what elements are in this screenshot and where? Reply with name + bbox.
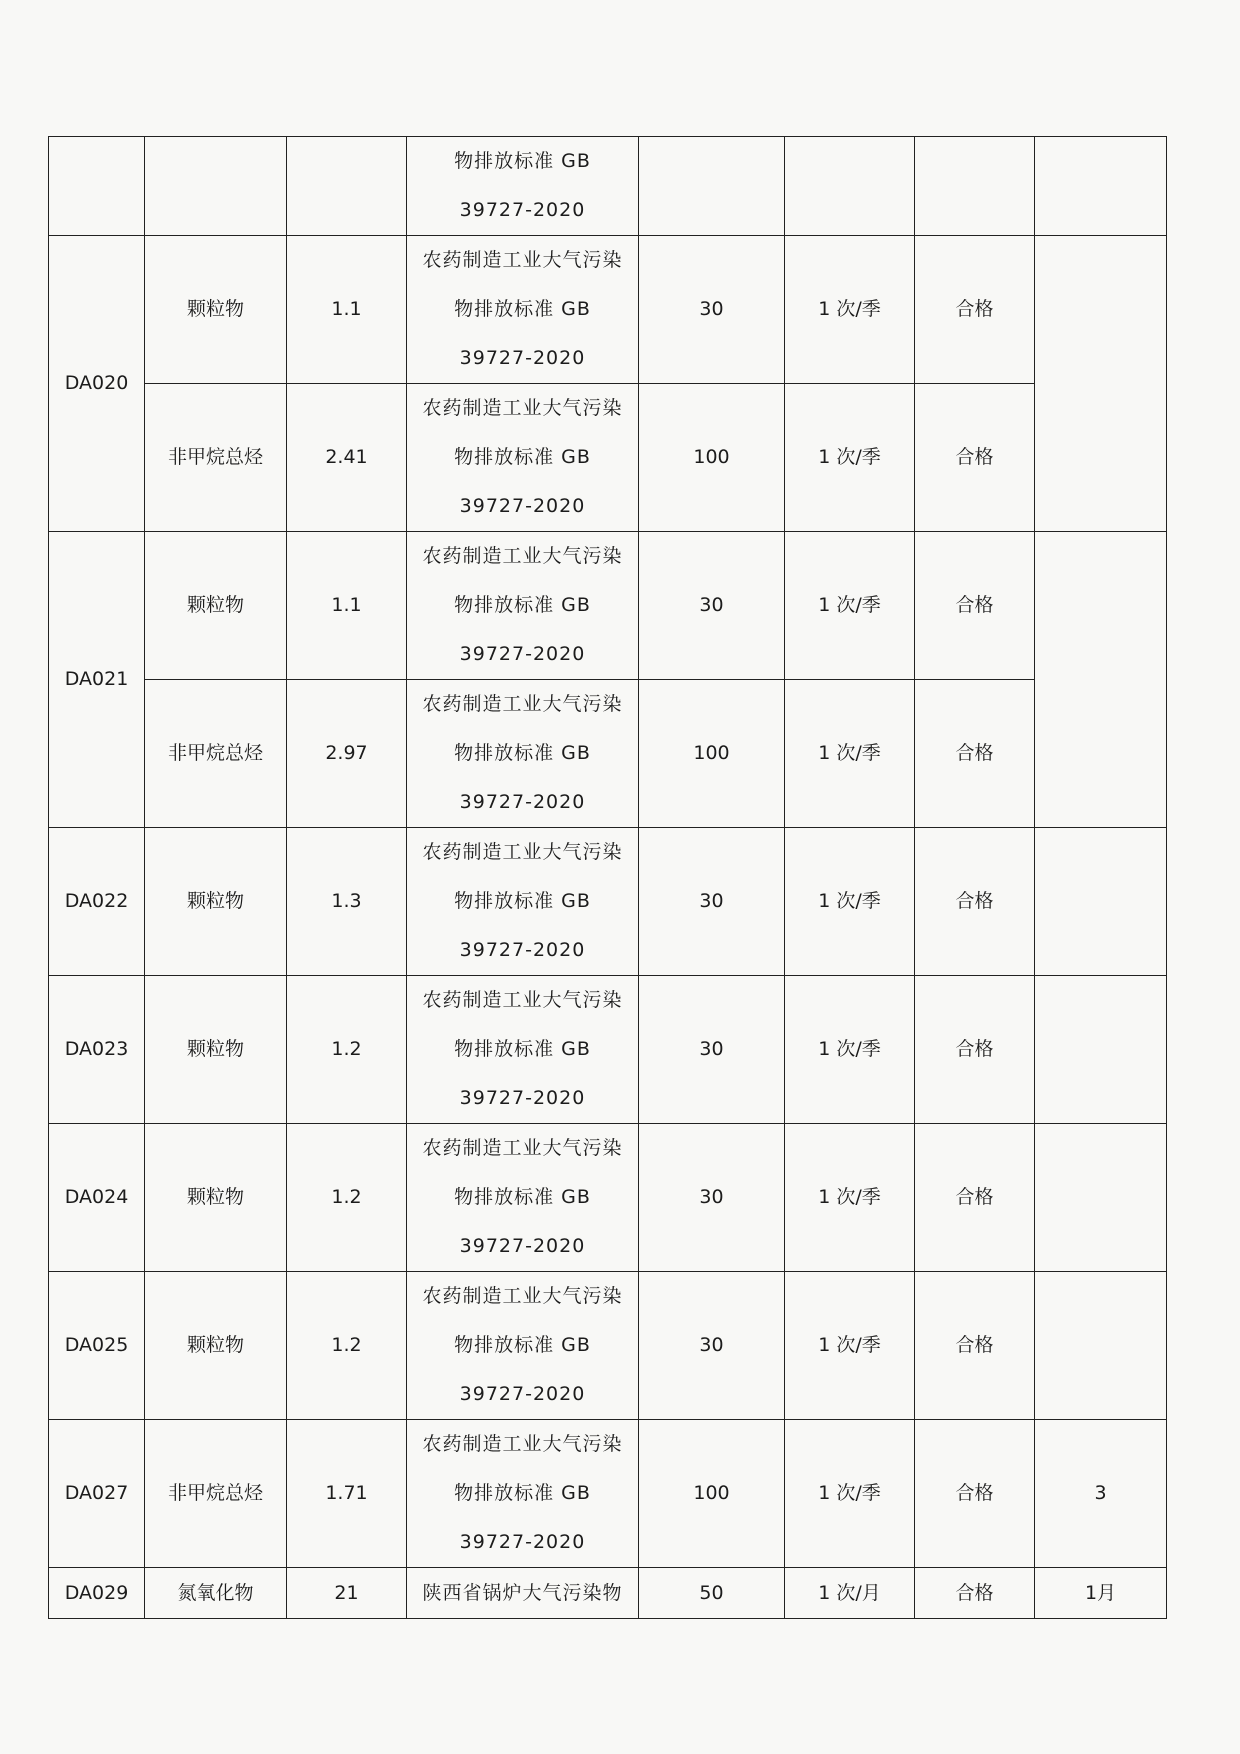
- standard-cell: 农药制造工业大气污染 物排放标准 GB 39727-2020: [407, 680, 639, 828]
- measured-value: 2.97: [287, 680, 407, 828]
- standard-cell: 农药制造工业大气污染 物排放标准 GB 39727-2020: [407, 236, 639, 384]
- measured-value: 1.2: [287, 1124, 407, 1272]
- limit-value: 30: [639, 532, 785, 680]
- measured-value: 1.2: [287, 1272, 407, 1420]
- table-row: [49, 680, 1167, 828]
- frequency: 1 次/季: [785, 532, 915, 680]
- pollutant: 颗粒物: [145, 1272, 287, 1420]
- standard-cell: 农药制造工业大气污染 物排放标准 GB 39727-2020: [407, 1420, 639, 1568]
- table-row: [49, 236, 1167, 384]
- remark: 1月: [1035, 1568, 1167, 1619]
- table-row: [49, 1272, 1167, 1420]
- frequency-cell: [785, 137, 915, 236]
- remark: [1035, 532, 1167, 828]
- limit-value: 100: [639, 680, 785, 828]
- measured-value: 1.1: [287, 532, 407, 680]
- standard-cell: 农药制造工业大气污染 物排放标准 GB 39727-2020: [407, 1124, 639, 1272]
- measured-value: 1.71: [287, 1420, 407, 1568]
- pollutant: 非甲烷总烃: [145, 1420, 287, 1568]
- frequency: 1 次/季: [785, 236, 915, 384]
- result: 合格: [915, 532, 1035, 680]
- frequency: 1 次/季: [785, 1420, 915, 1568]
- frequency: 1 次/季: [785, 384, 915, 532]
- table-row: [49, 828, 1167, 976]
- frequency: 1 次/季: [785, 680, 915, 828]
- remark: [1035, 236, 1167, 532]
- outlet-id: DA020: [49, 236, 145, 532]
- outlet-id: DA023: [49, 976, 145, 1124]
- outlet-id: DA029: [49, 1568, 145, 1619]
- limit-value: 30: [639, 1272, 785, 1420]
- result: 合格: [915, 236, 1035, 384]
- result: 合格: [915, 828, 1035, 976]
- standard-cell: 农药制造工业大气污染 物排放标准 GB 39727-2020: [407, 384, 639, 532]
- pollutant: 颗粒物: [145, 1124, 287, 1272]
- result: 合格: [915, 680, 1035, 828]
- standard-cell: 农药制造工业大气污染 物排放标准 GB 39727-2020: [407, 532, 639, 680]
- outlet-id: DA027: [49, 1420, 145, 1568]
- pollutant: 颗粒物: [145, 532, 287, 680]
- frequency: 1 次/季: [785, 976, 915, 1124]
- result: 合格: [915, 1272, 1035, 1420]
- result: 合格: [915, 384, 1035, 532]
- standard-cell: 农药制造工业大气污染 物排放标准 GB 39727-2020: [407, 828, 639, 976]
- pollutant: 非甲烷总烃: [145, 384, 287, 532]
- limit-value: 50: [639, 1568, 785, 1619]
- pollutant-cell: [145, 137, 287, 236]
- outlet-id: DA022: [49, 828, 145, 976]
- pollutant: 颗粒物: [145, 976, 287, 1124]
- measured-value: 21: [287, 1568, 407, 1619]
- value-cell: [287, 137, 407, 236]
- table-row: [49, 384, 1167, 532]
- measured-value: 1.1: [287, 236, 407, 384]
- result: 合格: [915, 976, 1035, 1124]
- standard-cell: 农药制造工业大气污染 物排放标准 GB 39727-2020: [407, 976, 639, 1124]
- outlet-id: DA025: [49, 1272, 145, 1420]
- pollutant: 非甲烷总烃: [145, 680, 287, 828]
- monitoring-table: [48, 136, 1167, 1619]
- table-row: [49, 1420, 1167, 1568]
- result: 合格: [915, 1568, 1035, 1619]
- remark: [1035, 976, 1167, 1124]
- frequency: 1 次/季: [785, 1124, 915, 1272]
- result: 合格: [915, 1124, 1035, 1272]
- pollutant: 氮氧化物: [145, 1568, 287, 1619]
- measured-value: 2.41: [287, 384, 407, 532]
- id-cell: [49, 137, 145, 236]
- frequency: 1 次/季: [785, 1272, 915, 1420]
- table-row: [49, 976, 1167, 1124]
- limit-value: 30: [639, 1124, 785, 1272]
- limit-value: 30: [639, 828, 785, 976]
- measured-value: 1.3: [287, 828, 407, 976]
- table-row: [49, 137, 1167, 236]
- limit-value: 100: [639, 1420, 785, 1568]
- limit-value: 30: [639, 976, 785, 1124]
- pollutant: 颗粒物: [145, 236, 287, 384]
- limit-value: 30: [639, 236, 785, 384]
- remark: [1035, 1272, 1167, 1420]
- remark: [1035, 1124, 1167, 1272]
- frequency: 1 次/月: [785, 1568, 915, 1619]
- table-row: [49, 532, 1167, 680]
- standard-cell: 农药制造工业大气污染 物排放标准 GB 39727-2020: [407, 1272, 639, 1420]
- outlet-id: DA024: [49, 1124, 145, 1272]
- remark: 3: [1035, 1420, 1167, 1568]
- standard-cell: 陕西省锅炉大气污染物: [407, 1568, 639, 1619]
- limit-cell: [639, 137, 785, 236]
- frequency: 1 次/季: [785, 828, 915, 976]
- result-cell: [915, 137, 1035, 236]
- remark: [1035, 828, 1167, 976]
- pollutant: 颗粒物: [145, 828, 287, 976]
- standard-cell: 物排放标准 GB 39727-2020: [407, 137, 639, 236]
- result: 合格: [915, 1420, 1035, 1568]
- table-row: [49, 1124, 1167, 1272]
- remark-cell: [1035, 137, 1167, 236]
- limit-value: 100: [639, 384, 785, 532]
- measured-value: 1.2: [287, 976, 407, 1124]
- outlet-id: DA021: [49, 532, 145, 828]
- table-row: [49, 1568, 1167, 1619]
